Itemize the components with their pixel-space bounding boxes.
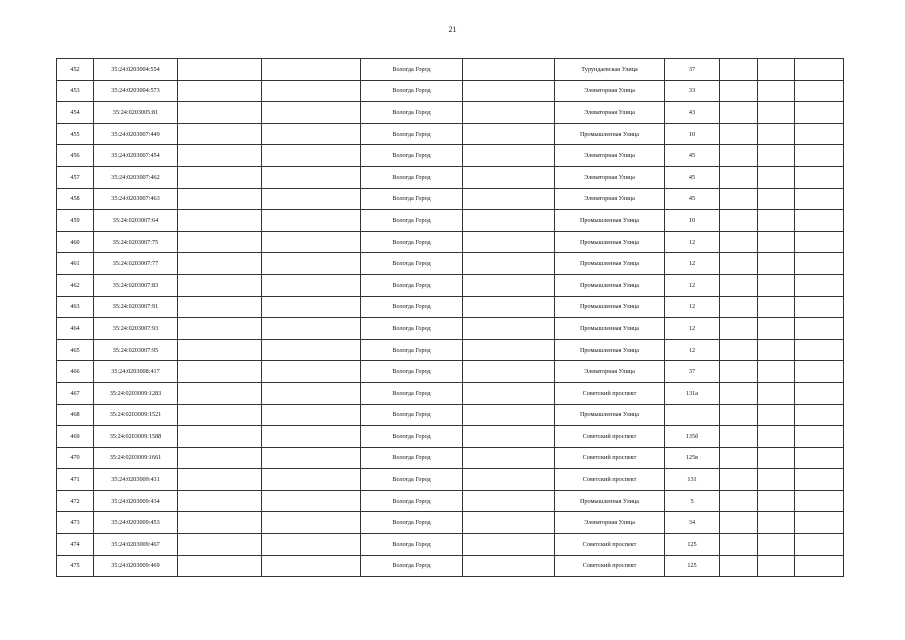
- house-number-cell: 34: [665, 512, 720, 534]
- empty-cell: [178, 123, 262, 145]
- empty-cell: [262, 145, 361, 167]
- empty-cell: [463, 231, 555, 253]
- row-number-cell: 458: [57, 188, 94, 210]
- empty-cell: [262, 102, 361, 124]
- street-cell: Советский проспект: [555, 469, 665, 491]
- empty-cell: [758, 339, 795, 361]
- empty-cell: [720, 382, 758, 404]
- city-cell: Вологда Город: [361, 426, 463, 448]
- street-cell: Промышленная Улица: [555, 318, 665, 340]
- empty-cell: [178, 80, 262, 102]
- empty-cell: [795, 447, 844, 469]
- row-number-cell: 454: [57, 102, 94, 124]
- empty-cell: [758, 123, 795, 145]
- city-cell: Вологда Город: [361, 123, 463, 145]
- empty-cell: [758, 59, 795, 81]
- cadastral-number-cell: 35:24:0203007:64: [94, 210, 178, 232]
- table-row: [57, 253, 844, 275]
- empty-cell: [178, 339, 262, 361]
- empty-cell: [463, 447, 555, 469]
- street-cell: Элеваторная Улица: [555, 361, 665, 383]
- row-number-cell: 472: [57, 490, 94, 512]
- house-number-cell: 10: [665, 123, 720, 145]
- empty-cell: [758, 210, 795, 232]
- cadastral-number-cell: 35:24:0203007:463: [94, 188, 178, 210]
- empty-cell: [720, 361, 758, 383]
- empty-cell: [178, 59, 262, 81]
- city-cell: Вологда Город: [361, 447, 463, 469]
- house-number-cell: 37: [665, 59, 720, 81]
- empty-cell: [178, 166, 262, 188]
- table-row: [57, 318, 844, 340]
- street-cell: Промышленная Улица: [555, 490, 665, 512]
- house-number-cell: 10: [665, 210, 720, 232]
- cadastral-number-cell: 35:24:0203005:81: [94, 102, 178, 124]
- street-cell: Промышленная Улица: [555, 123, 665, 145]
- city-cell: Вологда Город: [361, 166, 463, 188]
- empty-cell: [795, 469, 844, 491]
- empty-cell: [758, 555, 795, 577]
- empty-cell: [178, 469, 262, 491]
- empty-cell: [178, 447, 262, 469]
- table-row: [57, 490, 844, 512]
- city-cell: Вологда Город: [361, 490, 463, 512]
- empty-cell: [758, 102, 795, 124]
- empty-cell: [720, 123, 758, 145]
- row-number-cell: 459: [57, 210, 94, 232]
- city-cell: Вологда Город: [361, 318, 463, 340]
- empty-cell: [262, 469, 361, 491]
- street-cell: Элеваторная Улица: [555, 512, 665, 534]
- empty-cell: [463, 490, 555, 512]
- empty-cell: [178, 490, 262, 512]
- row-number-cell: 473: [57, 512, 94, 534]
- table-row: [57, 339, 844, 361]
- house-number-cell: 12: [665, 318, 720, 340]
- empty-cell: [795, 166, 844, 188]
- street-cell: Промышленная Улица: [555, 253, 665, 275]
- empty-cell: [178, 512, 262, 534]
- city-cell: Вологда Город: [361, 210, 463, 232]
- empty-cell: [795, 534, 844, 556]
- empty-cell: [720, 512, 758, 534]
- house-number-cell: 43: [665, 102, 720, 124]
- empty-cell: [463, 426, 555, 448]
- row-number-cell: 467: [57, 382, 94, 404]
- empty-cell: [463, 145, 555, 167]
- empty-cell: [758, 145, 795, 167]
- empty-cell: [463, 166, 555, 188]
- empty-cell: [758, 80, 795, 102]
- empty-cell: [178, 426, 262, 448]
- empty-cell: [758, 469, 795, 491]
- cadastral-number-cell: 35:24:0203009:1521: [94, 404, 178, 426]
- city-cell: Вологда Город: [361, 512, 463, 534]
- table-row: [57, 123, 844, 145]
- registry-table: [56, 58, 844, 577]
- empty-cell: [463, 404, 555, 426]
- empty-cell: [178, 404, 262, 426]
- house-number-cell: 12: [665, 296, 720, 318]
- street-cell: Промышленная Улица: [555, 274, 665, 296]
- empty-cell: [262, 490, 361, 512]
- cadastral-number-cell: 35:24:0203009:453: [94, 512, 178, 534]
- street-cell: Промышленная Улица: [555, 231, 665, 253]
- empty-cell: [178, 318, 262, 340]
- street-cell: Промышленная Улица: [555, 339, 665, 361]
- row-number-cell: 470: [57, 447, 94, 469]
- empty-cell: [758, 490, 795, 512]
- table-row: [57, 274, 844, 296]
- empty-cell: [758, 404, 795, 426]
- city-cell: Вологда Город: [361, 274, 463, 296]
- empty-cell: [758, 274, 795, 296]
- empty-cell: [262, 426, 361, 448]
- empty-cell: [758, 382, 795, 404]
- cadastral-number-cell: 35:24:0203004:554: [94, 59, 178, 81]
- table-row: [57, 361, 844, 383]
- table-row: [57, 231, 844, 253]
- empty-cell: [262, 382, 361, 404]
- empty-cell: [262, 123, 361, 145]
- table-row: [57, 188, 844, 210]
- empty-cell: [758, 426, 795, 448]
- empty-cell: [262, 318, 361, 340]
- row-number-cell: 466: [57, 361, 94, 383]
- empty-cell: [178, 145, 262, 167]
- row-number-cell: 455: [57, 123, 94, 145]
- cadastral-number-cell: 35:24:0203007:93: [94, 318, 178, 340]
- cadastral-number-cell: 35:24:0203009:1661: [94, 447, 178, 469]
- empty-cell: [720, 210, 758, 232]
- empty-cell: [758, 188, 795, 210]
- empty-cell: [178, 274, 262, 296]
- house-number-cell: 12: [665, 253, 720, 275]
- empty-cell: [720, 188, 758, 210]
- house-number-cell: 45: [665, 166, 720, 188]
- row-number-cell: 464: [57, 318, 94, 340]
- table-row: [57, 80, 844, 102]
- cadastral-number-cell: 35:24:0203009:469: [94, 555, 178, 577]
- table-body: [57, 59, 844, 577]
- empty-cell: [262, 59, 361, 81]
- house-number-cell: 131а: [665, 382, 720, 404]
- row-number-cell: 468: [57, 404, 94, 426]
- empty-cell: [795, 210, 844, 232]
- empty-cell: [463, 80, 555, 102]
- cadastral-number-cell: 35:24:0203007:83: [94, 274, 178, 296]
- city-cell: Вологда Город: [361, 469, 463, 491]
- empty-cell: [178, 361, 262, 383]
- empty-cell: [178, 253, 262, 275]
- empty-cell: [463, 318, 555, 340]
- street-cell: Элеваторная Улица: [555, 166, 665, 188]
- empty-cell: [463, 123, 555, 145]
- empty-cell: [463, 296, 555, 318]
- house-number-cell: 45: [665, 145, 720, 167]
- empty-cell: [795, 361, 844, 383]
- city-cell: Вологда Город: [361, 253, 463, 275]
- empty-cell: [720, 555, 758, 577]
- city-cell: Вологда Город: [361, 231, 463, 253]
- empty-cell: [720, 145, 758, 167]
- empty-cell: [720, 296, 758, 318]
- city-cell: Вологда Город: [361, 382, 463, 404]
- empty-cell: [758, 166, 795, 188]
- empty-cell: [463, 253, 555, 275]
- house-number-cell: 5: [665, 490, 720, 512]
- cadastral-number-cell: 35:24:0203007:95: [94, 339, 178, 361]
- empty-cell: [463, 188, 555, 210]
- city-cell: Вологда Город: [361, 59, 463, 81]
- empty-cell: [795, 382, 844, 404]
- row-number-cell: 462: [57, 274, 94, 296]
- row-number-cell: 452: [57, 59, 94, 81]
- street-cell: Советский проспект: [555, 555, 665, 577]
- empty-cell: [463, 274, 555, 296]
- street-cell: Промышленная Улица: [555, 210, 665, 232]
- empty-cell: [795, 274, 844, 296]
- street-cell: Элеваторная Улица: [555, 80, 665, 102]
- city-cell: Вологда Город: [361, 339, 463, 361]
- empty-cell: [795, 188, 844, 210]
- empty-cell: [720, 447, 758, 469]
- house-number-cell: 12: [665, 274, 720, 296]
- row-number-cell: 471: [57, 469, 94, 491]
- empty-cell: [720, 253, 758, 275]
- empty-cell: [758, 447, 795, 469]
- table-row: [57, 102, 844, 124]
- city-cell: Вологда Город: [361, 555, 463, 577]
- table-row: [57, 469, 844, 491]
- empty-cell: [720, 534, 758, 556]
- empty-cell: [463, 555, 555, 577]
- empty-cell: [758, 534, 795, 556]
- cadastral-number-cell: 35:24:0203007:462: [94, 166, 178, 188]
- empty-cell: [795, 555, 844, 577]
- table-row: [57, 382, 844, 404]
- empty-cell: [720, 80, 758, 102]
- empty-cell: [720, 59, 758, 81]
- empty-cell: [178, 102, 262, 124]
- house-number-cell: 131: [665, 469, 720, 491]
- street-cell: Турундаевская Улица: [555, 59, 665, 81]
- street-cell: Советский проспект: [555, 447, 665, 469]
- house-number-cell: 12: [665, 231, 720, 253]
- empty-cell: [795, 339, 844, 361]
- table-row: [57, 59, 844, 81]
- empty-cell: [720, 339, 758, 361]
- row-number-cell: 461: [57, 253, 94, 275]
- empty-cell: [463, 534, 555, 556]
- cadastral-number-cell: 35:24:0203009:1283: [94, 382, 178, 404]
- street-cell: Советский проспект: [555, 426, 665, 448]
- table-row: [57, 166, 844, 188]
- empty-cell: [178, 210, 262, 232]
- cadastral-number-cell: 35:24:0203007:449: [94, 123, 178, 145]
- empty-cell: [758, 512, 795, 534]
- empty-cell: [262, 339, 361, 361]
- house-number-cell: 125в: [665, 447, 720, 469]
- empty-cell: [463, 469, 555, 491]
- street-cell: Элеваторная Улица: [555, 145, 665, 167]
- empty-cell: [795, 123, 844, 145]
- empty-cell: [262, 555, 361, 577]
- empty-cell: [262, 447, 361, 469]
- empty-cell: [463, 102, 555, 124]
- table-row: [57, 404, 844, 426]
- empty-cell: [795, 231, 844, 253]
- empty-cell: [795, 426, 844, 448]
- house-number-cell: 125: [665, 534, 720, 556]
- row-number-cell: 460: [57, 231, 94, 253]
- empty-cell: [463, 339, 555, 361]
- table-row: [57, 534, 844, 556]
- cadastral-number-cell: 35:24:0203009:1588: [94, 426, 178, 448]
- empty-cell: [262, 512, 361, 534]
- empty-cell: [720, 426, 758, 448]
- street-cell: Элеваторная Улица: [555, 102, 665, 124]
- empty-cell: [758, 231, 795, 253]
- cadastral-number-cell: 35:24:0203007:91: [94, 296, 178, 318]
- empty-cell: [758, 253, 795, 275]
- house-number-cell: [665, 404, 720, 426]
- house-number-cell: 12: [665, 339, 720, 361]
- empty-cell: [795, 253, 844, 275]
- empty-cell: [178, 296, 262, 318]
- empty-cell: [795, 318, 844, 340]
- city-cell: Вологда Город: [361, 361, 463, 383]
- empty-cell: [463, 361, 555, 383]
- empty-cell: [262, 253, 361, 275]
- empty-cell: [262, 210, 361, 232]
- empty-cell: [720, 231, 758, 253]
- empty-cell: [262, 534, 361, 556]
- empty-cell: [262, 361, 361, 383]
- empty-cell: [795, 80, 844, 102]
- table-row: [57, 426, 844, 448]
- row-number-cell: 456: [57, 145, 94, 167]
- empty-cell: [795, 512, 844, 534]
- empty-cell: [795, 102, 844, 124]
- empty-cell: [758, 361, 795, 383]
- house-number-cell: 125: [665, 555, 720, 577]
- row-number-cell: 465: [57, 339, 94, 361]
- empty-cell: [758, 296, 795, 318]
- cadastral-number-cell: 35:24:0203009:431: [94, 469, 178, 491]
- empty-cell: [795, 296, 844, 318]
- empty-cell: [720, 490, 758, 512]
- empty-cell: [178, 382, 262, 404]
- table-row: [57, 210, 844, 232]
- empty-cell: [262, 188, 361, 210]
- empty-cell: [463, 210, 555, 232]
- empty-cell: [795, 59, 844, 81]
- empty-cell: [262, 404, 361, 426]
- city-cell: Вологда Город: [361, 80, 463, 102]
- house-number-cell: 37: [665, 361, 720, 383]
- street-cell: Советский проспект: [555, 534, 665, 556]
- empty-cell: [178, 534, 262, 556]
- cadastral-number-cell: 35:24:0203007:454: [94, 145, 178, 167]
- empty-cell: [720, 166, 758, 188]
- cadastral-number-cell: 35:24:0203004:573: [94, 80, 178, 102]
- table-row: [57, 145, 844, 167]
- empty-cell: [720, 404, 758, 426]
- empty-cell: [178, 188, 262, 210]
- cadastral-number-cell: 35:24:0203009:434: [94, 490, 178, 512]
- house-number-cell: 33: [665, 80, 720, 102]
- row-number-cell: 475: [57, 555, 94, 577]
- empty-cell: [262, 231, 361, 253]
- street-cell: Промышленная Улица: [555, 296, 665, 318]
- empty-cell: [178, 231, 262, 253]
- city-cell: Вологда Город: [361, 188, 463, 210]
- empty-cell: [795, 145, 844, 167]
- empty-cell: [463, 512, 555, 534]
- empty-cell: [758, 318, 795, 340]
- street-cell: Промышленная Улица: [555, 404, 665, 426]
- empty-cell: [463, 59, 555, 81]
- street-cell: Советский проспект: [555, 382, 665, 404]
- city-cell: Вологда Город: [361, 534, 463, 556]
- street-cell: Элеваторная Улица: [555, 188, 665, 210]
- table-row: [57, 555, 844, 577]
- city-cell: Вологда Город: [361, 404, 463, 426]
- empty-cell: [795, 490, 844, 512]
- row-number-cell: 469: [57, 426, 94, 448]
- row-number-cell: 457: [57, 166, 94, 188]
- cadastral-number-cell: 35:24:0203008:417: [94, 361, 178, 383]
- page-number: 21: [448, 25, 457, 34]
- house-number-cell: 135б: [665, 426, 720, 448]
- cadastral-number-cell: 35:24:0203007:77: [94, 253, 178, 275]
- row-number-cell: 463: [57, 296, 94, 318]
- table-row: [57, 512, 844, 534]
- empty-cell: [720, 318, 758, 340]
- row-number-cell: 453: [57, 80, 94, 102]
- empty-cell: [720, 102, 758, 124]
- row-number-cell: 474: [57, 534, 94, 556]
- empty-cell: [178, 555, 262, 577]
- empty-cell: [262, 296, 361, 318]
- empty-cell: [463, 382, 555, 404]
- empty-cell: [262, 80, 361, 102]
- cadastral-number-cell: 35:24:0203009:467: [94, 534, 178, 556]
- table-row: [57, 296, 844, 318]
- empty-cell: [720, 469, 758, 491]
- city-cell: Вологда Город: [361, 145, 463, 167]
- cadastral-number-cell: 35:24:0203007:75: [94, 231, 178, 253]
- empty-cell: [720, 274, 758, 296]
- city-cell: Вологда Город: [361, 102, 463, 124]
- empty-cell: [262, 274, 361, 296]
- house-number-cell: 45: [665, 188, 720, 210]
- empty-cell: [795, 404, 844, 426]
- city-cell: Вологда Город: [361, 296, 463, 318]
- empty-cell: [262, 166, 361, 188]
- table-row: [57, 447, 844, 469]
